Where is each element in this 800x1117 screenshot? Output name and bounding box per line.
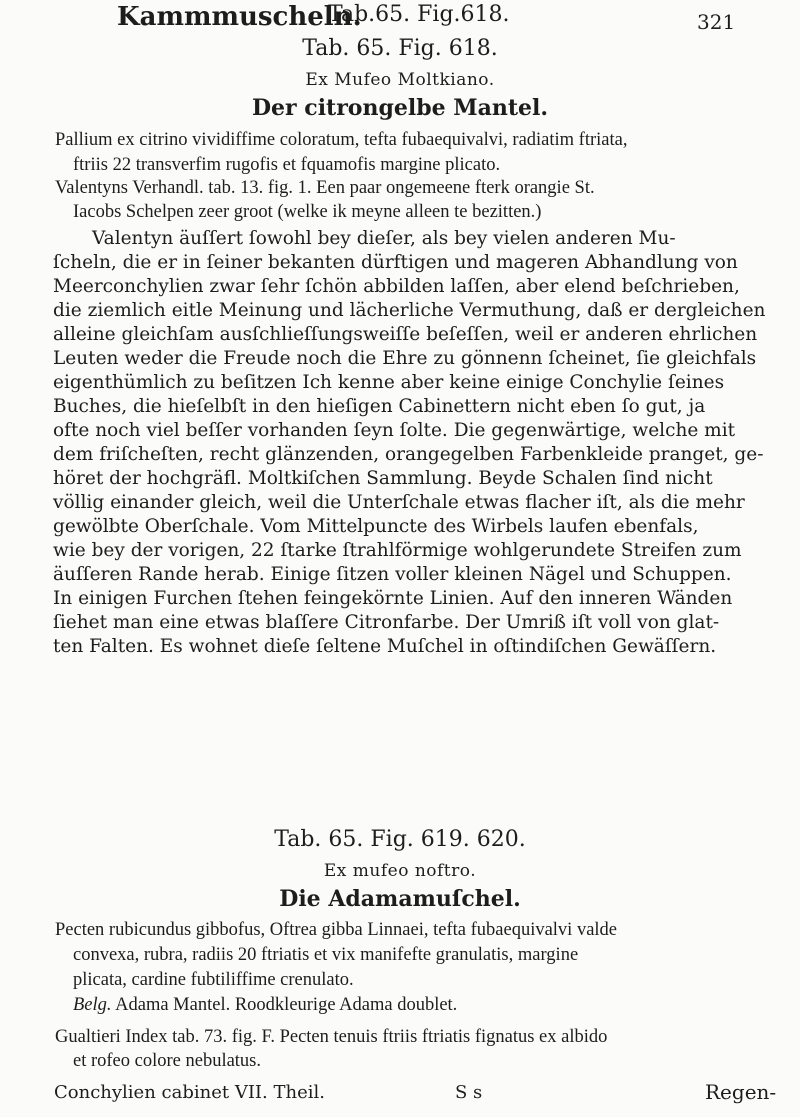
catchword: Regen-	[705, 1080, 777, 1104]
text-line: äuſſeren Rande herab. Einige ſitzen voller kleinen Nägel und Schuppen.	[53, 564, 732, 585]
text-line: Iacobs Schelpen zeer groot (welke ik meyne alleen te bezitten.)	[73, 202, 542, 222]
belg-text: Adama Mantel. Roodkleurige Adama doublet.	[111, 995, 458, 1015]
text-line: Pallium ex citrino vividiffime coloratum, tefta fubaequivalvi, radiatim ftriata,	[55, 130, 628, 150]
text-line: Valentyn äuſſert ſowohl bey dieſer, als bey vielen anderen Mu-	[92, 228, 676, 249]
running-head-reference: Tab.65. Fig.618.	[328, 2, 510, 27]
text-line: gewölbte Oberſchale. Vom Mittelpuncte des Wirbels laufen ebenfals,	[53, 516, 699, 537]
section2-tab-reference: Tab. 65. Fig. 619. 620.	[274, 827, 526, 852]
text-line: et rofeo colore nebulatus.	[73, 1051, 262, 1071]
text-line: Leuten weder die Freude noch die Ehre zu gönnenn ſcheinet, ſie gleichfals	[53, 348, 757, 369]
text-line: eigenthümlich zu beſitzen Ich kenne aber keine einige Conchylie ſeines	[53, 372, 725, 393]
section1-tab-reference: Tab. 65. Fig. 618.	[302, 36, 498, 61]
text-line: In einigen Furchen ſtehen feingekörnte Linien. Auf den inneren Wänden	[53, 588, 733, 609]
text-line: höret der hochgräfl. Moltkiſchen Sammlung. Beyde Schalen ſind nicht	[53, 468, 713, 489]
text-line: Buches, die hieſelbſt in den hieſigen Cabinettern nicht eben ſo gut, ja	[53, 396, 706, 417]
belg-label: Belg.	[73, 995, 112, 1015]
running-head-title: Kammmuscheln.	[117, 2, 362, 32]
text-line: ſcheln, die er in ſeiner bekanten dürftigen und mageren Abhandlung von	[53, 252, 738, 273]
text-line: wie bey der vorigen, 22 ſtarke ſtrahlförmige wohlgerundete Streifen zum	[53, 540, 742, 561]
text-line: die ziemlich eitle Meinung und lächerliche Vermuthung, daß er dergleichen	[53, 300, 766, 321]
signature-mark: S s	[455, 1082, 483, 1103]
page-number: 321	[697, 10, 736, 34]
text-line: dem friſcheſten, recht glänzenden, orangegelben Farbenkleide pranget, ge-	[53, 444, 764, 465]
text-line: Meerconchylien zwar ſehr ſchön abbilden laſſen, aber elend beſchrieben,	[53, 276, 740, 297]
text-line: ſiehet man eine etwas blaſſere Citronfarbe. Der Umriß iſt voll von glat-	[53, 612, 720, 633]
text-line: ftriis 22 transverfim rugofis et fquamofis margine plicato.	[73, 155, 501, 175]
text-line	[73, 995, 457, 1016]
section1-title: Der citrongelbe Mantel.	[251, 95, 549, 121]
section2-source: Ex mufeo noftro.	[323, 861, 477, 881]
text-line: völlig einander gleich, weil die Unterſchale etwas flacher iſt, als die mehr	[53, 492, 745, 513]
text-line: Valentyns Verhandl. tab. 13. fig. 1. Een paar ongemeene fterk orangie St.	[55, 178, 595, 198]
signature-line: Conchylien cabinet VII. Theil.	[54, 1082, 325, 1103]
text-line: ten Falten. Es wohnet dieſe ſeltene Muſchel in oſtindiſchen Gewäſſern.	[53, 636, 717, 657]
text-line: convexa, rubra, radiis 20 ftriatis et vix manifefte granulatis, margine	[73, 945, 579, 965]
section2-title: Die Adamamuſchel.	[279, 886, 521, 912]
text-line: Pecten rubicundus gibbofus, Oftrea gibba Linnaei, tefta fubaequivalvi valde	[55, 920, 618, 940]
section1-source: Ex Mufeo Moltkiano.	[305, 70, 495, 90]
text-line: ofte noch viel beſſer vorhanden ſeyn ſolte. Die gegenwärtige, welche mit	[53, 420, 736, 441]
text-line: plicata, cardine fubtiliffime crenulato.	[73, 970, 354, 990]
text-line: alleine gleichſam ausſchlieſſungsweiſſe beſeſſen, weil er anderen ehrlichen	[53, 324, 758, 345]
text-line: Gualtieri Index tab. 73. fig. F. Pecten tenuis ftriis ftriatis fignatus ex albido	[55, 1027, 608, 1047]
